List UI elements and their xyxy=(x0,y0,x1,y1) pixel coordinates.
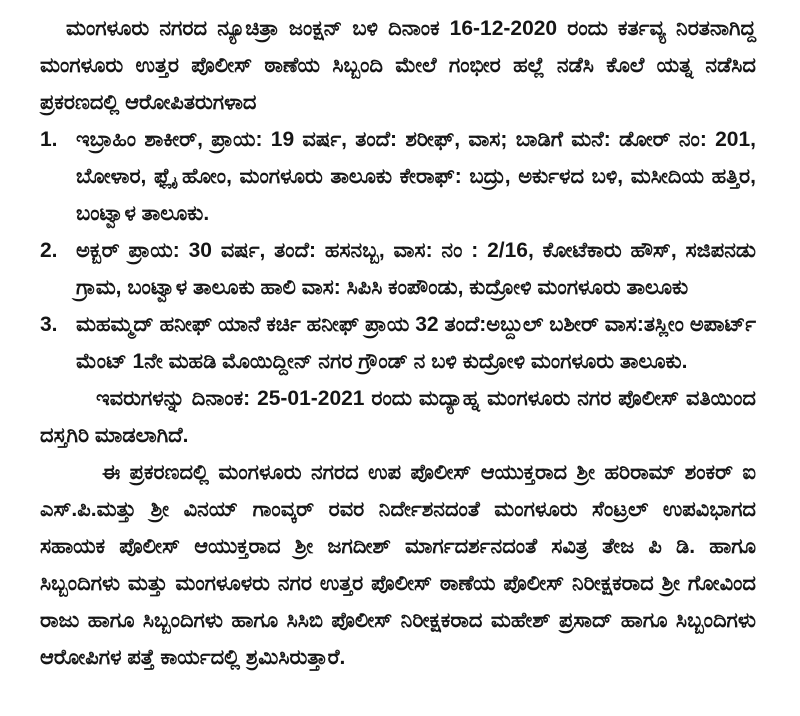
accused-item-2-text: ಅಕ್ಬರ್ ಪ್ರಾಯ: 30 ವರ್ಷ, ತಂದೆ: ಹಸನಬ್ಬ, ವಾಸ: ನಂ : 2/16, ಕೋಟೆಕಾರು ಹೌಸ್, ಸಜಿಪನಡು ಗ್ರಾಮ, ಬಂಟ್ವಾಳ ತಾಲೂಕು ಹಾಲಿ ವಾಸ: ಸಿಪಿಸಿ ಕಂಪೌಂಡು, ಕುದ್ರೋಳಿ ಮಂಗಳೂರು ತಾಲೂಕು xyxy=(76,239,756,299)
accused-item-2-number: 2. xyxy=(40,239,58,262)
accused-item-3-text: ಮಹಮ್ಮದ್ ಹನೀಫ್ ಯಾನೆ ಕರ್ಚಿ ಹನೀಫ್ ಪ್ರಾಯ 32 ತಂದೆ:ಅಬ್ದುಲ್ ಬಶೀರ್ ವಾಸ:ತಸ್ಲೀಂ ಅಪಾರ್ಟ್ ಮೆಂಟ್ 1ನೇ ಮಹಡಿ ಮೊಯಿದ್ದೀನ್ ನಗರ ಗ್ರೌಂಡ್ ನ ಬಳಿ ಕುದ್ರೋಳಿ ಮಂಗಳೂರು ತಾಲೂಕು. xyxy=(76,313,756,373)
arrest-paragraph: ಇವರುಗಳನ್ನು ದಿನಾಂಕ: 25-01-2021 ರಂದು ಮದ್ಯಾಹ್ನ ಮಂಗಳೂರು ನಗರ ಪೊಲೀಸ್ ವತಿಯಿಂದ ದಸ್ತಗಿರಿ ಮಾಡಲಾಗಿದೆ. xyxy=(40,387,756,447)
accused-item-2 xyxy=(40,232,756,306)
credits-paragraph: ಈ ಪ್ರಕರಣದಲ್ಲಿ ಮಂಗಳೂರು ನಗರದ ಉಪ ಪೊಲೀಸ್ ಆಯುಕ್ತರಾದ ಶ್ರೀ ಹರಿರಾಮ್ ಶಂಕರ್ ಐ ಎಸ್.ಪಿ.ಮತ್ತು ಶ್ರೀ ವಿನಯ್ ಗಾಂವ್ಕರ್ ರವರ ನಿರ್ದೇಶನದಂತೆ ಮಂಗಳೂರು ಸೆಂಟ್ರಲ್ ಉಪವಿಭಾಗದ ಸಹಾಯಕ ಪೊಲೀಸ್ ಆಯುಕ್ತರಾದ ಶ್ರೀ ಜಗದೀಶ್ ಮಾರ್ಗದರ್ಶನದಂತೆ ಸವಿತ್ರ ತೇಜ ಪಿ ಡಿ. ಹಾಗೂ ಸಿಬ್ಬಂದಿಗಳು ಮತ್ತು ಮಂಗಳೂಳರು ನಗರ ಉತ್ತರ ಪೊಲೀಸ್ ಠಾಣೆಯ ಪೊಲೀಸ್ ನಿರೀಕ್ಷಕರಾದ ಶ್ರೀ ಗೋವಿಂದ ರಾಜು ಹಾಗೂ ಸಿಬ್ಬಂದಿಗಳು ಹಾಗೂ ಸಿಸಿಬಿ ಪೊಲೀಸ್ ನಿರೀಕ್ಷಕರಾದ ಮಹೇಶ್ ಪ್ರಸಾದ್ ಹಾಗೂ ಸಿಬ್ಬಂದಿಗಳು ಆರೋಪಿಗಳ ಪತ್ತೆ ಕಾರ್ಯದಲ್ಲಿ ಶ್ರಮಿಸಿರುತ್ತಾರೆ. xyxy=(40,461,756,669)
accused-item-1-number: 1. xyxy=(40,128,58,151)
accused-item-1-text: ಇಬ್ರಾಹಿಂ ಶಾಕೀರ್, ಪ್ರಾಯ: 19 ವರ್ಷ, ತಂದೆ: ಶರೀಫ್, ವಾಸ; ಬಾಡಿಗೆ ಮನೆ: ಡೋರ್ ನಂ: 201, ಬೋಳಾರ, ಫ್ಲೈ ಹೋಂ, ಮಂಗಳೂರು ತಾಲೂಕು ಕೇರಾಫ್: ಬದ್ರು, ಅರ್ಕುಳದ ಬಳಿ, ಮಸೀದಿಯ ಹತ್ತಿರ, ಬಂಟ್ವಾಳ ತಾಲೂಕು. xyxy=(76,128,756,225)
accused-item-3-number: 3. xyxy=(40,313,58,336)
accused-item-1 xyxy=(40,121,756,232)
accused-item-3 xyxy=(40,306,756,380)
intro-paragraph: ಮಂಗಳೂರು ನಗರದ ನ್ಯೂಚಿತ್ರಾ ಜಂಕ್ಷನ್ ಬಳಿ ದಿನಾಂಕ 16-12-2020 ರಂದು ಕರ್ತವ್ಯ ನಿರತನಾಗಿದ್ದ ಮಂಗಳೂರು ಉತ್ತರ ಪೊಲೀಸ್ ಠಾಣೆಯ ಸಿಬ್ಬಂದಿ ಮೇಲೆ ಗಂಭೀರ ಹಲ್ಲೆ ನಡೆಸಿ ಕೊಲೆ ಯತ್ನ ನಡೆಸಿದ ಪ್ರಕರಣದಲ್ಲಿ ಆರೋಪಿತರುಗಳಾದ xyxy=(40,17,756,114)
accused-list xyxy=(40,121,756,380)
